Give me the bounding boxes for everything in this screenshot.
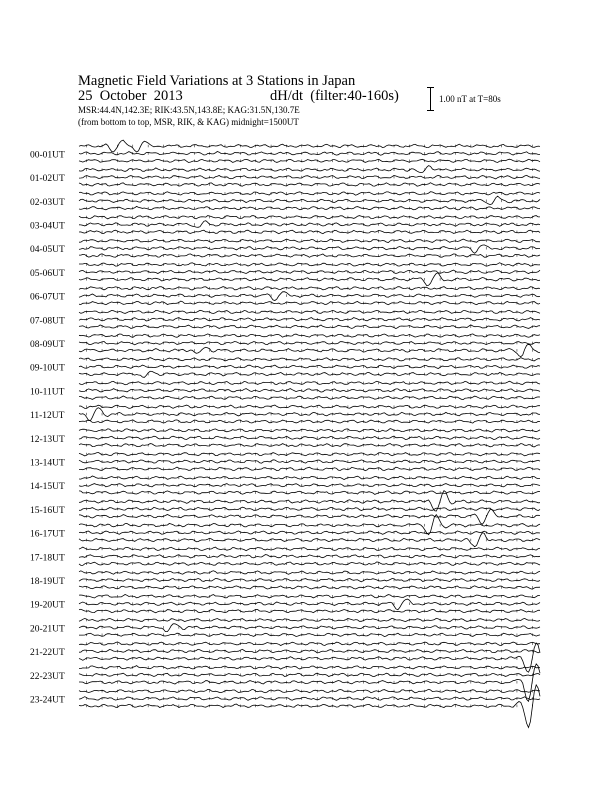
station-coordinates: MSR:44.4N,142.3E; RIK:43.5N,143.8E; KAG:31.5N,130.7E [78,105,300,115]
hour-label: 10-11UT [30,387,65,398]
quantity-label: dH/dt (filter:40-160s) [270,88,399,104]
hour-label: 19-20UT [30,600,65,611]
hour-label: 22-23UT [30,671,65,682]
chart-title: Magnetic Field Variations at 3 Stations in Japan [78,73,356,89]
hour-label: 04-05UT [30,245,65,256]
hour-label: 17-18UT [30,553,65,564]
hour-label: 05-06UT [30,268,65,279]
hour-label: 02-03UT [30,197,65,208]
hour-label: 13-14UT [30,458,65,469]
date-label: 25 October 2013 [78,88,183,104]
hour-label: 15-16UT [30,505,65,516]
hour-label: 06-07UT [30,292,65,303]
hour-label: 14-15UT [30,482,65,493]
hour-label: 07-08UT [30,316,65,327]
scale-label: 1.00 nT at T=80s [439,94,501,104]
hour-label: 21-22UT [30,648,65,659]
hour-label: 09-10UT [30,363,65,374]
hour-label: 16-17UT [30,529,65,540]
hour-label: 18-19UT [30,577,65,587]
hour-label: 23-24UT [30,695,65,706]
hour-label: 03-04UT [30,221,65,232]
hour-label: 20-21UT [30,624,65,635]
hour-label: 12-13UT [30,434,65,445]
station-order-note: (from bottom to top, MSR, RIK, & KAG) midnight=1500UT [78,117,299,127]
hour-label: 00-01UT [30,150,65,161]
hour-label: 11-12UT [30,411,65,422]
hour-label: 08-09UT [30,340,65,350]
hour-label: 01-02UT [30,174,65,185]
